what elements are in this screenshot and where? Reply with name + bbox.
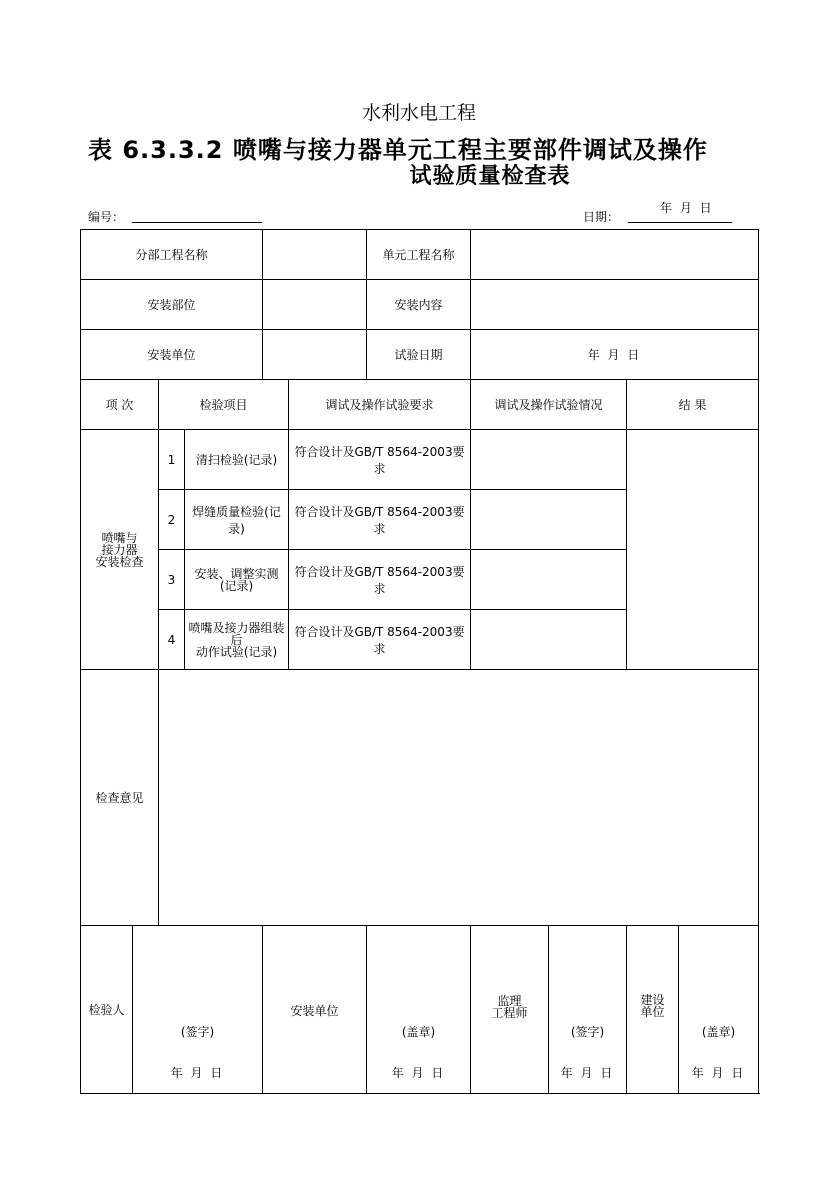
owner-label-line1: 建设 <box>640 993 665 1007</box>
row-requirement: 符合设计及GB/T 8564-2003要求 <box>289 610 471 670</box>
inspector-label: 检验人 <box>81 926 133 1094</box>
supervisor-label-line2: 工程师 <box>491 1006 528 1020</box>
col-header-requirement: 调试及操作试验要求 <box>289 380 471 430</box>
sign-label: (签字) <box>570 1025 605 1039</box>
owner-label-cell <box>627 926 679 1094</box>
row-situation[interactable] <box>471 430 627 490</box>
row-check-item: 清扫检验(记录) <box>185 430 289 490</box>
install-location-value[interactable] <box>263 280 367 330</box>
row-situation[interactable] <box>471 550 627 610</box>
supervisor-sign-cell[interactable] <box>549 926 627 1094</box>
row-situation[interactable] <box>471 490 627 550</box>
sign-date: 年 月 日 <box>170 1066 225 1080</box>
owner-label-line2: 单位 <box>640 1005 665 1019</box>
owner-seal-cell[interactable] <box>679 926 759 1094</box>
opinion-label: 检查意见 <box>81 670 159 926</box>
install-unit-seal-cell[interactable] <box>367 926 471 1094</box>
row-number: 3 <box>159 550 185 610</box>
row-requirement: 符合设计及GB/T 8564-2003要求 <box>289 490 471 550</box>
header-top-title: 水利水电工程 <box>361 102 476 124</box>
col-header-item: 项 次 <box>81 380 159 430</box>
group-label: 喷嘴与 接力器 安装检查 <box>81 430 159 670</box>
install-content-value[interactable] <box>471 280 759 330</box>
inspector-sign-cell[interactable] <box>133 926 263 1094</box>
result-value[interactable] <box>627 430 759 670</box>
part-name-value[interactable] <box>263 230 367 280</box>
seal-date: 年 月 日 <box>391 1066 446 1080</box>
row-check-item: 喷嘴及接力器组装后 动作试验(记录) <box>185 610 289 670</box>
install-unit-label: 安装单位 <box>81 330 263 380</box>
part-name-label: 分部工程名称 <box>81 230 263 280</box>
row-requirement: 符合设计及GB/T 8564-2003要求 <box>289 550 471 610</box>
form-title-line1: 表 6.3.3.2 喷嘴与接力器单元工程主要部件调试及操作 <box>88 136 708 164</box>
col-header-result: 结 果 <box>627 380 759 430</box>
col-header-check-item: 检验项目 <box>159 380 289 430</box>
install-unit-sign-label: 安装单位 <box>290 1004 339 1018</box>
inspection-table <box>80 229 759 1094</box>
col-header-situation: 调试及操作试验情况 <box>471 380 627 430</box>
form-title-line2: 试验质量检查表 <box>409 164 571 189</box>
number-label: 编号： <box>88 210 125 224</box>
install-content-label: 安装内容 <box>367 280 471 330</box>
unit-name-value[interactable] <box>471 230 759 280</box>
supervisor-label-cell <box>471 926 549 1094</box>
row-check-item: 焊缝质量检验(记录) <box>185 490 289 550</box>
install-unit-sign-label-cell <box>263 926 367 1094</box>
test-date-label: 试验日期 <box>367 330 471 380</box>
date-field[interactable] <box>628 222 732 223</box>
date-value: 年 月 日 <box>660 201 714 215</box>
seal-label: (盖章) <box>701 1025 736 1039</box>
row-number: 4 <box>159 610 185 670</box>
sign-label: (签字) <box>180 1025 215 1039</box>
install-unit-value[interactable] <box>263 330 367 380</box>
unit-name-label: 单元工程名称 <box>367 230 471 280</box>
row-requirement: 符合设计及GB/T 8564-2003要求 <box>289 430 471 490</box>
opinion-value[interactable] <box>159 670 759 926</box>
test-date-value[interactable]: 年 月 日 <box>471 330 759 380</box>
supervisor-label-line1: 监理 <box>497 994 522 1008</box>
install-location-label: 安装部位 <box>81 280 263 330</box>
row-situation[interactable] <box>471 610 627 670</box>
seal-label: (盖章) <box>401 1025 436 1039</box>
number-field[interactable] <box>132 222 262 223</box>
row-number: 1 <box>159 430 185 490</box>
row-check-item: 安装、调整实测 (记录) <box>185 550 289 610</box>
sign-date: 年 月 日 <box>560 1066 615 1080</box>
date-label: 日期： <box>583 210 620 224</box>
row-number: 2 <box>159 490 185 550</box>
seal-date: 年 月 日 <box>691 1066 746 1080</box>
